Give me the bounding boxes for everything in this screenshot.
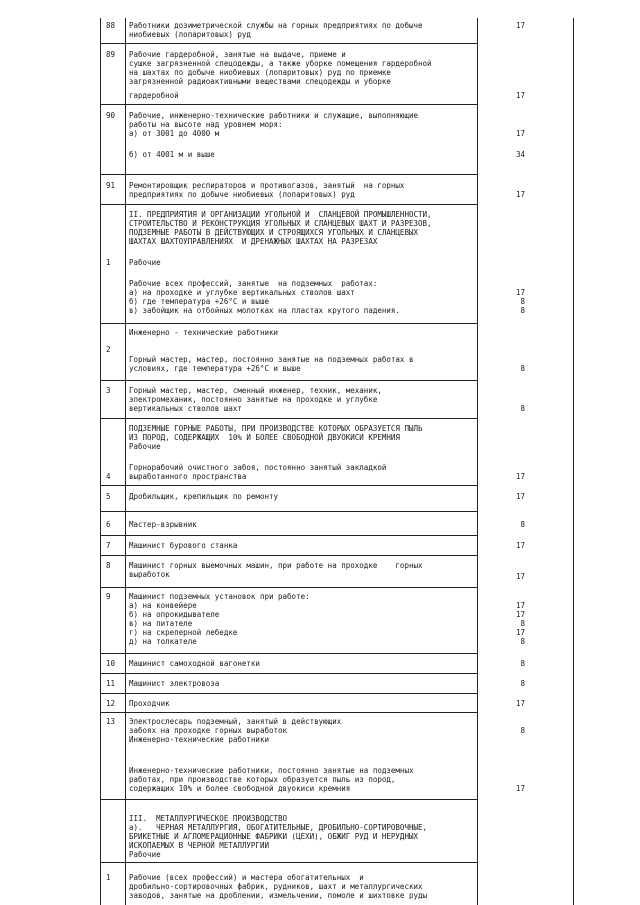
row-separator	[100, 653, 477, 654]
row-text-line: Инженерно-технические работники	[129, 735, 269, 744]
row-text-line: Ремонтировщик респираторов и противогазов, занятый на горных	[129, 181, 405, 190]
row-number: 3	[106, 386, 111, 395]
row-text-line: Инженерно - технические работники	[129, 328, 279, 337]
row-value: 8	[520, 297, 525, 306]
row-text-line: а) от 3001 до 4000 м	[129, 129, 220, 138]
row-text-line: Рабочие всех профессий, занятые на подземных работах:	[129, 279, 378, 288]
row-text-line: работы на высоте над уровнем моря:	[129, 120, 283, 129]
row-number: 5	[106, 492, 111, 501]
row-value: 17	[515, 190, 525, 199]
row-value: 17	[515, 129, 525, 138]
row-text-line: сушке загрязненной спецодежды, а также уборке помещения гардеробной	[129, 59, 432, 68]
row-number: 89	[106, 50, 116, 59]
row-value: 17	[515, 699, 525, 708]
section-heading-line: а). ЧЕРНАЯ МЕТАЛЛУРГИЯ, ОБОГАТИТЕЛЬНЫЕ, ДРОБИЛЬНО-СОРТИРОВОЧНЫЕ,	[129, 823, 428, 832]
row-text-line: предприятиях по добыче ниобиевых (лопаритовых) руд	[129, 190, 355, 199]
row-text-line: Дробильщик, крепильщик по ремонту	[129, 492, 279, 501]
row-text-line: б) где температура +26°С и выше	[129, 297, 269, 306]
row-text-line: загрязненной радиоактивными веществами спецодежды и уборке	[129, 77, 391, 86]
row-text-line: ИЗ ПОРОД, СОДЕРЖАЩИХ 10% И БОЛЕЕ СВОБОДНОЙ ДВУОКИСИ КРЕМНИЯ	[129, 433, 400, 442]
row-separator	[100, 323, 477, 324]
row-number: 4	[106, 472, 111, 481]
row-text-line: выработок	[129, 570, 170, 579]
column-line-left	[100, 18, 101, 905]
row-number: 8	[106, 561, 111, 570]
row-text-line: Рабочие	[129, 258, 161, 267]
row-text-line: гардеробной	[129, 91, 179, 100]
row-value: 8	[520, 637, 525, 646]
row-separator	[100, 673, 477, 674]
row-text-line: Проходчик	[129, 699, 170, 708]
row-value: 8	[520, 726, 525, 735]
row-text-line: Рабочие	[129, 442, 161, 451]
section-heading-line: ШАХТАХ ШАХТОУПРАВЛЕНИЯХ И ДРЕНАЖНЫХ ШАХТАХ НА РАЗРЕЗАХ	[129, 237, 378, 246]
column-line-number	[125, 18, 126, 905]
row-separator	[100, 104, 477, 105]
row-text-line: Горный мастер, мастер, сменный инженер, техник, механик,	[129, 386, 382, 395]
row-text-line: Машинист горных выемочных машин, при работе на проходке горных	[129, 561, 423, 570]
row-separator	[100, 485, 477, 486]
row-text-line: Горнорабочий очистного забоя, постоянно занятый закладкой	[129, 463, 387, 472]
row-text-line: б) на опрокидывателе	[129, 610, 220, 619]
row-text-line: ПОДЗЕМНЫЕ ГОРНЫЕ РАБОТЫ, ПРИ ПРОИЗВОДСТВЕ КОТОРЫХ ОБРАЗУЕТСЯ ПЫЛЬ	[129, 424, 423, 433]
row-text-line: условиях, где температура +26°С и выше	[129, 364, 301, 373]
row-text-line: вертикальных стволов шахт	[129, 404, 242, 413]
row-value: 17	[515, 21, 525, 30]
row-value: 17	[515, 91, 525, 100]
row-text-line: ниобиевых (лопаритовых) руд	[129, 30, 251, 39]
row-text-line: заводов, занятые на дроблении, измельчении, помоле и шихтовке руды	[129, 891, 428, 900]
row-value: 8	[520, 306, 525, 315]
section-heading-line: III. МЕТАЛЛУРГИЧЕСКОЕ ПРОИЗВОДСТВО	[129, 814, 288, 823]
row-value: 8	[520, 659, 525, 668]
row-number: 10	[106, 659, 116, 668]
row-text-line: Горный мастер, мастер, постоянно занятые на подземных работах в	[129, 355, 414, 364]
row-text-line: выработанного пространства	[129, 472, 247, 481]
row-text-line: Рабочие (всех профессий) и мастера обогатительных и	[129, 873, 364, 882]
row-text-line: дробильно-сортировочных фабрик, рудников, шахт и металлургических	[129, 882, 423, 891]
row-text-line: Машинист подземных установок при работе:	[129, 592, 310, 601]
row-value: 8	[520, 404, 525, 413]
row-number: 90	[106, 111, 116, 120]
section-heading-line: Рабочие	[129, 850, 161, 859]
row-text-line: Работники дозиметрической службы на горных предприятиях по добыче	[129, 21, 423, 30]
row-text-line: Рабочие, инженерно-технические работники и служащие, выполняющие	[129, 111, 418, 120]
row-text-line: д) на толкателе	[129, 637, 197, 646]
row-value: 8	[520, 520, 525, 529]
row-value: 8	[520, 619, 525, 628]
column-line-text	[477, 18, 478, 905]
row-number: 1	[106, 258, 111, 267]
row-text-line: на шахтах по добыче ниобиевых (лопаритовых) руд по приемке	[129, 68, 391, 77]
row-text-line: а) на проходке и углубке вертикальных стволов шахт	[129, 288, 355, 297]
row-value: 17	[515, 610, 525, 619]
row-value: 17	[515, 492, 525, 501]
row-text-line: Машинист бурового станка	[129, 541, 238, 550]
row-number: 6	[106, 520, 111, 529]
row-value: 17	[515, 541, 525, 550]
row-separator	[100, 587, 477, 588]
row-separator	[100, 418, 477, 419]
row-separator	[100, 204, 477, 205]
row-number: 2	[106, 345, 111, 354]
column-line-right	[573, 18, 574, 905]
row-text-line: работах, при производстве которых образуется пыль из пород,	[129, 775, 396, 784]
row-value: 17	[515, 572, 525, 581]
row-text-line: Мастер-взрывник	[129, 520, 197, 529]
section-heading-line: ИСКОПАЕМЫХ В ЧЕРНОЙ МЕТАЛЛУРГИИ	[129, 841, 269, 850]
row-number: 7	[106, 541, 111, 550]
section-heading-line: ПОДЗЕМНЫЕ РАБОТЫ В ДЕЙСТВУЮЩИХ И СТРОЯЩИХСЯ УГОЛЬНЫХ И СЛАНЦЕВЫХ	[129, 228, 418, 237]
row-separator	[100, 43, 477, 44]
row-number: 91	[106, 181, 116, 190]
row-value: 17	[515, 601, 525, 610]
row-separator	[100, 174, 477, 175]
row-text-line: в) на питателе	[129, 619, 193, 628]
row-number: 12	[106, 699, 116, 708]
row-text-line: Рабочие гардеробной, занятые на выдаче, приеме и	[129, 50, 346, 59]
row-separator	[100, 693, 477, 694]
row-value: 34	[515, 150, 525, 159]
row-number: 1	[106, 873, 111, 882]
row-value: 17	[515, 472, 525, 481]
row-number: 13	[106, 717, 116, 726]
row-number: 9	[106, 592, 111, 601]
row-separator	[100, 535, 477, 536]
row-text-line: забоях на проходке горных выработок	[129, 726, 288, 735]
row-text-line: б) от 4001 м и выше	[129, 150, 215, 159]
row-text-line: Инженерно-технические работники, постоянно занятые на подземных	[129, 766, 414, 775]
row-text-line: Машинист электровоза	[129, 679, 220, 688]
row-separator	[100, 511, 477, 512]
row-number: 88	[106, 21, 116, 30]
row-separator	[100, 712, 477, 713]
row-text-line: содержащих 10% и более свободной двуокиси кремния	[129, 784, 351, 793]
section-heading-line: СТРОИТЕЛЬСТВО И РЕКОНСТРУКЦИЯ УГОЛЬНЫХ И СЛАНЦЕВЫХ ШАХТ И РАЗРЕЗОВ,	[129, 219, 432, 228]
row-text-line: Машинист самоходной вагонетки	[129, 659, 260, 668]
row-value: 8	[520, 364, 525, 373]
row-separator	[100, 380, 477, 381]
row-separator	[100, 862, 477, 863]
row-number: 11	[106, 679, 116, 688]
row-text-line: электромеханик, постоянно занятые на проходке и углубке	[129, 395, 378, 404]
row-text-line: Электрослесарь подземный, занятый в действующих	[129, 717, 342, 726]
row-text-line: а) на конвейере	[129, 601, 197, 610]
row-text-line: г) на скреперной лебедке	[129, 628, 238, 637]
row-value: 17	[515, 628, 525, 637]
row-value: 17	[515, 288, 525, 297]
row-value: 8	[520, 679, 525, 688]
section-heading-line: II. ПРЕДПРИЯТИЯ И ОРГАНИЗАЦИИ УГОЛЬНОЙ И СЛАНЦЕВОЙ ПРОМЫШЛЕННОСТИ,	[129, 210, 432, 219]
section-heading-line: БРИКЕТНЫЕ И АГЛОМЕРАЦИОННЫЕ ФАБРИКИ (ЦЕХИ), ОБЖИГ РУД И НЕРУДНЫХ	[129, 832, 418, 841]
row-separator	[100, 555, 477, 556]
row-separator	[100, 799, 477, 800]
row-text-line: в) забойщик на отбойных молотках на пластах крутого падения.	[129, 306, 400, 315]
row-value: 17	[515, 784, 525, 793]
